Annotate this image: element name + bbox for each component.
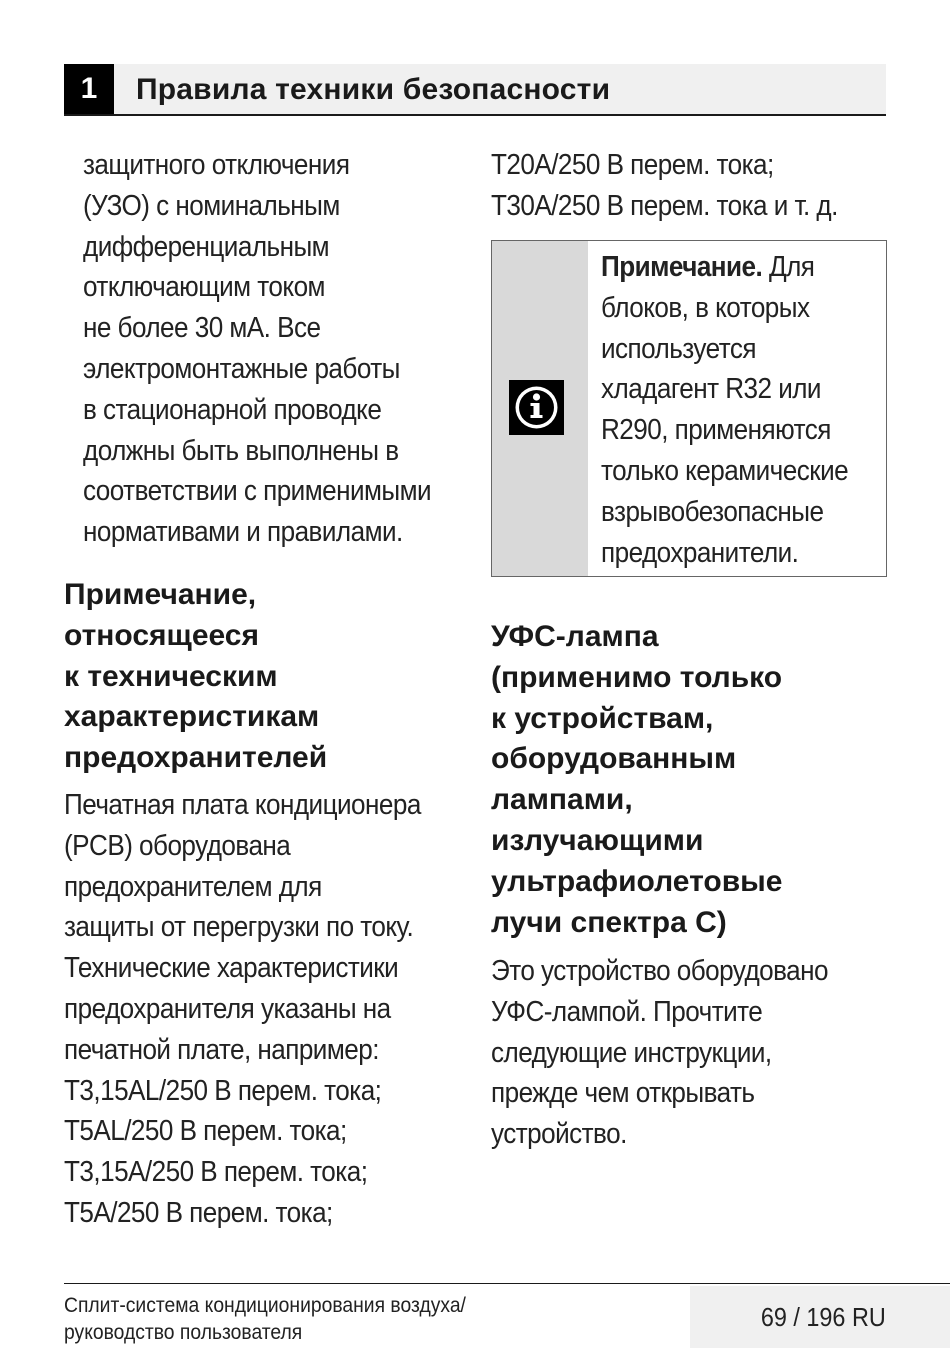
footer-title-line: руководство пользователя	[64, 1321, 303, 1344]
note-label: Примечание.	[601, 251, 763, 283]
text-line: Печатная плата кондиционера	[64, 789, 421, 821]
text-line: устройство.	[491, 1118, 627, 1151]
uv-lamp-heading	[491, 617, 782, 943]
text-line: (PCB) оборудована	[64, 829, 291, 862]
text-line: T5AL/250 В перем. тока;	[64, 1115, 347, 1148]
footer-doc-title	[64, 1292, 466, 1346]
heading-line: УФС-лампа	[491, 620, 659, 653]
text-line: нормативами и правилами.	[83, 516, 403, 549]
note-line: предохранители.	[601, 536, 799, 569]
text-line: соответствии с применимыми	[83, 475, 432, 508]
text-line: T20A/250 В перем. тока;	[491, 149, 774, 181]
intro-paragraph	[83, 145, 431, 553]
text-line: предохранителем для	[64, 870, 322, 903]
note-line: взрывобезопасные	[601, 495, 824, 528]
note-sidebar	[492, 241, 588, 576]
footer-divider	[64, 1283, 950, 1284]
text-line: (УЗО) с номинальным	[83, 189, 340, 222]
text-line: защиты от перегрузки по току.	[64, 911, 414, 944]
note-line: блоков, в которых	[601, 291, 810, 324]
fuse-note-body	[64, 785, 421, 1234]
text-line: предохранителя указаны на	[64, 992, 391, 1025]
heading-line: Примечание,	[64, 578, 257, 611]
footer-title-line: Сплит-система кондиционирования воздуха/	[64, 1294, 466, 1317]
heading-line: к техническим	[64, 659, 278, 693]
text-line: прежде чем открывать	[491, 1077, 755, 1110]
text-line: Технические характеристики	[64, 952, 399, 985]
fuse-note-heading	[64, 575, 327, 779]
chapter-number: 1	[64, 64, 114, 114]
text-line: в стационарной проводке	[83, 393, 382, 426]
text-line: дифференциальным	[83, 230, 330, 263]
heading-line: оборудованным	[491, 742, 737, 776]
note-line: только керамические	[601, 454, 849, 487]
heading-line: лампами,	[491, 783, 633, 817]
text-line: не более 30 мА. Все	[83, 312, 321, 345]
uv-lamp-body	[491, 951, 828, 1155]
text-line: T3,15AL/250 В перем. тока;	[64, 1074, 382, 1107]
fuse-list-continued	[491, 145, 838, 227]
text-line: T5A/250 В перем. тока;	[64, 1196, 333, 1229]
heading-line: относящееся	[64, 618, 259, 652]
heading-line: излучающими	[491, 823, 704, 857]
chapter-title: Правила техники безопасности	[136, 73, 611, 106]
text-line: электромонтажные работы	[83, 352, 400, 385]
note-line: хладагент R32 или	[601, 373, 821, 406]
text-line: защитного отключения	[83, 149, 350, 181]
heading-line: характеристикам	[64, 700, 320, 734]
heading-line: предохранителей	[64, 741, 328, 775]
text-line: следующие инструкции,	[491, 1036, 772, 1069]
note-line: R290, применяются	[601, 414, 831, 447]
note-first-line	[601, 247, 848, 288]
page-number: 69 / 196 RU	[761, 1302, 886, 1332]
text-line: печатной плате, например:	[64, 1033, 379, 1066]
footer-page-box	[690, 1286, 950, 1348]
note-box	[491, 240, 887, 577]
info-icon	[509, 380, 564, 435]
text-line: T30A/250 В перем. тока и т. д.	[491, 189, 838, 222]
text-line: Это устройство оборудовано	[491, 955, 829, 987]
note-line: используется	[601, 332, 756, 365]
heading-line: лучи спектра C)	[491, 905, 727, 939]
text-line: УФС-лампой. Прочтите	[491, 995, 763, 1028]
text-line: должны быть выполнены в	[83, 434, 399, 467]
chapter-header	[64, 64, 886, 116]
text-line: отключающим током	[83, 271, 325, 304]
heading-line: к устройствам,	[491, 701, 714, 735]
note-first-line-rest: Для	[762, 251, 815, 283]
heading-line: (применимо только	[491, 660, 783, 694]
text-line: T3,15A/250 В перем. тока;	[64, 1156, 368, 1189]
note-text	[601, 247, 848, 573]
heading-line: ультрафиолетовые	[491, 864, 783, 898]
